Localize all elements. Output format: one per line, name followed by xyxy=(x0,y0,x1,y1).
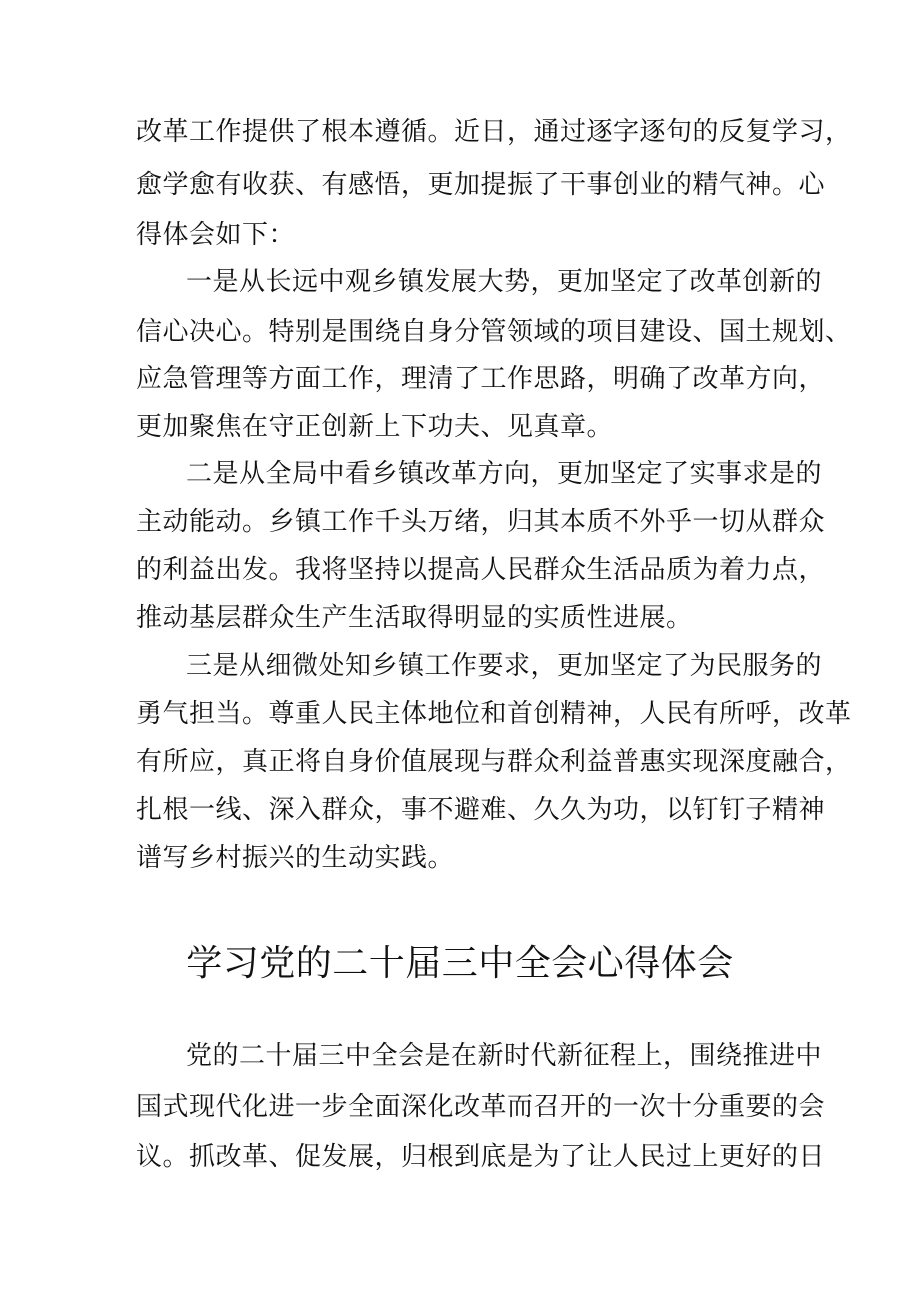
paragraph-line: 得体会如下： xyxy=(136,220,296,250)
paragraph-line: 党的二十届三中全会是在新时代新征程上，围绕推进中 xyxy=(186,1041,823,1071)
paragraph-line: 谱写乡村振兴的生动实践。 xyxy=(136,843,455,873)
paragraph-line: 推动基层群众生产生活取得明显的实质性进展。 xyxy=(136,603,693,633)
paragraph-line: 更加聚焦在守正创新上下功夫、见真章。 xyxy=(136,412,614,442)
paragraph-line: 三是从细微处知乡镇工作要求，更加坚定了为民服务的 xyxy=(186,651,823,681)
paragraph-line: 信心决心。特别是围绕自身分管领域的项目建设、国土规划、 xyxy=(136,317,852,347)
paragraph-line: 的利益出发。我将坚持以提高人民群众生活品质为着力点， xyxy=(136,555,826,585)
section-title: 学习党的二十届三中全会心得体会 xyxy=(186,943,734,984)
paragraph-line: 应急管理等方面工作，理清了工作思路，明确了改革方向， xyxy=(136,364,826,394)
paragraph-line: 有所应，真正将自身价值展现与群众利益普惠实现深度融合， xyxy=(136,747,852,777)
paragraph-line: 改革工作提供了根本遵循。近日，通过逐字逐句的反复学习， xyxy=(136,117,852,147)
paragraph-line: 二是从全局中看乡镇改革方向，更加坚定了实事求是的 xyxy=(186,459,823,489)
paragraph-line: 国式现代化进一步全面深化改革而召开的一次十分重要的会 xyxy=(136,1092,826,1122)
paragraph-line: 勇气担当。尊重人民主体地位和首创精神，人民有所呼，改革 xyxy=(136,699,852,729)
paragraph-line: 议。抓改革、促发展，归根到底是为了让人民过上更好的日 xyxy=(136,1142,826,1172)
paragraph-line: 主动能动。乡镇工作千头万绪，归其本质不外乎一切从群众 xyxy=(136,507,826,537)
paragraph-line: 愈学愈有收获、有感悟，更加提振了干事创业的精气神。心 xyxy=(136,170,826,200)
paragraph-line: 一是从长远中观乡镇发展大势，更加坚定了改革创新的 xyxy=(186,267,823,297)
paragraph-line: 扎根一线、深入群众，事不避难、久久为功，以钉钉子精神 xyxy=(136,795,826,825)
